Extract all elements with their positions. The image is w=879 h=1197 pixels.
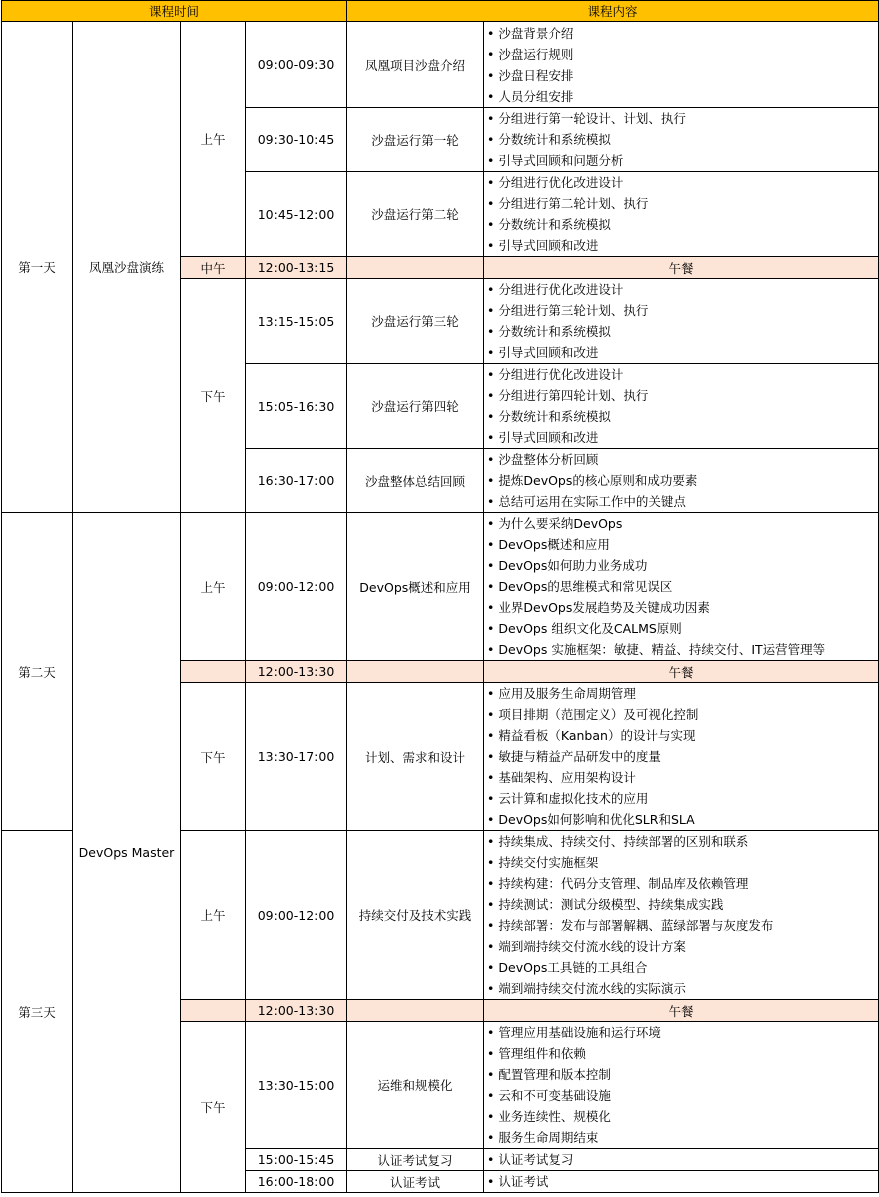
time-cell: 16:00-18:00: [246, 1171, 347, 1193]
list-item: • 分组进行第三轮计划、执行: [487, 300, 878, 321]
list-item: • 分组进行优化改进设计: [487, 364, 878, 385]
list-item: • 业界DevOps发展趋势及关键成功因素: [487, 597, 878, 618]
list-item: • 提炼DevOps的核心原则和成功要素: [487, 470, 878, 491]
list-item: • 分组进行第二轮计划、执行: [487, 193, 878, 214]
time-cell: 15:05-16:30: [246, 364, 347, 449]
list-item: • 持续测试：测试分级模型、持续集成实践: [487, 894, 878, 915]
header-content: 课程内容: [347, 1, 879, 22]
session-items: [484, 513, 879, 661]
period-label: 下午: [181, 279, 246, 513]
lunch-label: 午餐: [484, 257, 879, 279]
list-item: • 服务生命周期结束: [487, 1127, 878, 1148]
topic-label: DevOps Master: [73, 513, 181, 1193]
period-label: 中午: [181, 257, 246, 279]
list-item: • 引导式回顾和问题分析: [487, 150, 878, 171]
session-items: [484, 22, 879, 108]
session-title: 认证考试: [347, 1171, 484, 1193]
list-item: • DevOps如何助力业务成功: [487, 555, 878, 576]
day-label: 第二天: [2, 513, 73, 831]
lunch-title-empty: [347, 257, 484, 279]
list-item: • 沙盘整体分析回顾: [487, 449, 878, 470]
list-item: • 引导式回顾和改进: [487, 342, 878, 363]
session-items: [484, 108, 879, 172]
lunch-label: 午餐: [484, 661, 879, 683]
period-label: 下午: [181, 1022, 246, 1193]
list-item: • 应用及服务生命周期管理: [487, 683, 878, 704]
topic-label: 凤凰沙盘演练: [73, 22, 181, 513]
list-item: • 端到端持续交付流水线的设计方案: [487, 936, 878, 957]
session-items: [484, 172, 879, 257]
header-time: 课程时间: [2, 1, 347, 22]
list-item: • 持续集成、持续交付、持续部署的区别和联系: [487, 831, 878, 852]
list-item: • 沙盘运行规则: [487, 44, 878, 65]
session-row: [2, 513, 879, 661]
lunch-title-empty: [347, 661, 484, 683]
session-title: 沙盘运行第三轮: [347, 279, 484, 364]
session-title: 沙盘整体总结回顾: [347, 449, 484, 513]
day-label: 第一天: [2, 22, 73, 513]
time-cell: 09:00-09:30: [246, 22, 347, 108]
session-title: 沙盘运行第四轮: [347, 364, 484, 449]
time-cell: 12:00-13:30: [246, 1000, 347, 1022]
list-item: • 总结可运用在实际工作中的关键点: [487, 491, 878, 512]
list-item: • 引导式回顾和改进: [487, 427, 878, 448]
session-title: 认证考试复习: [347, 1149, 484, 1171]
list-item: • DevOps 组织文化及CALMS原则: [487, 618, 878, 639]
list-item: • 持续交付实施框架: [487, 852, 878, 873]
list-item: • 端到端持续交付流水线的实际演示: [487, 978, 878, 999]
period-label: 上午: [181, 513, 246, 661]
list-item: • 敏捷与精益产品研发中的度量: [487, 746, 878, 767]
day-label: 第三天: [2, 831, 73, 1193]
list-item: • 持续构建：代码分支管理、制品库及依赖管理: [487, 873, 878, 894]
list-item: • 分数统计和系统模拟: [487, 214, 878, 235]
time-cell: 10:45-12:00: [246, 172, 347, 257]
list-item: • 基础架构、应用架构设计: [487, 767, 878, 788]
list-item: • 业务连续性、规模化: [487, 1106, 878, 1127]
list-item: • 持续部署：发布与部署解耦、蓝绿部署与灰度发布: [487, 915, 878, 936]
list-item: • DevOps如何影响和优化SLR和SLA: [487, 809, 878, 830]
session-title: 沙盘运行第二轮: [347, 172, 484, 257]
list-item: • 沙盘日程安排: [487, 65, 878, 86]
list-item: • 认证考试复习: [487, 1149, 878, 1170]
time-cell: 13:15-15:05: [246, 279, 347, 364]
list-item: • 沙盘背景介绍: [487, 23, 878, 44]
time-cell: 09:00-12:00: [246, 513, 347, 661]
time-cell: 12:00-13:30: [246, 661, 347, 683]
session-items: [484, 1171, 879, 1193]
lunch-label: 午餐: [484, 1000, 879, 1022]
list-item: • 分组进行第四轮计划、执行: [487, 385, 878, 406]
schedule-table: [1, 0, 879, 1193]
list-item: • 分数统计和系统模拟: [487, 321, 878, 342]
time-cell: 09:30-10:45: [246, 108, 347, 172]
list-item: • 分组进行优化改进设计: [487, 279, 878, 300]
lunch-title-empty: [347, 1000, 484, 1022]
period-label: 上午: [181, 831, 246, 1000]
session-title: 凤凰项目沙盘介绍: [347, 22, 484, 108]
time-cell: 16:30-17:00: [246, 449, 347, 513]
period-label: 上午: [181, 22, 246, 257]
time-cell: 13:30-17:00: [246, 683, 347, 831]
session-items: [484, 683, 879, 831]
session-items: [484, 1149, 879, 1171]
time-cell: 13:30-15:00: [246, 1022, 347, 1149]
list-item: • 分数统计和系统模拟: [487, 406, 878, 427]
session-items: [484, 831, 879, 1000]
list-item: • 精益看板（Kanban）的设计与实现: [487, 725, 878, 746]
list-item: • 配置管理和版本控制: [487, 1064, 878, 1085]
session-title: 计划、需求和设计: [347, 683, 484, 831]
list-item: • 云和不可变基础设施: [487, 1085, 878, 1106]
list-item: • 分数统计和系统模拟: [487, 129, 878, 150]
session-items: [484, 364, 879, 449]
list-item: • 管理组件和依赖: [487, 1043, 878, 1064]
list-item: • DevOps 实施框架：敏捷、精益、持续交付、IT运营管理等: [487, 639, 878, 660]
list-item: • 为什么要采纳DevOps: [487, 513, 878, 534]
session-title: DevOps概述和应用: [347, 513, 484, 661]
time-cell: 12:00-13:15: [246, 257, 347, 279]
session-items: [484, 1022, 879, 1149]
session-title: 沙盘运行第一轮: [347, 108, 484, 172]
list-item: • 引导式回顾和改进: [487, 235, 878, 256]
list-item: • 分组进行第一轮设计、计划、执行: [487, 108, 878, 129]
list-item: • DevOps的思维模式和常见误区: [487, 576, 878, 597]
period-label: 下午: [181, 683, 246, 831]
list-item: • 管理应用基础设施和运行环境: [487, 1022, 878, 1043]
time-cell: 09:00-12:00: [246, 831, 347, 1000]
time-cell: 15:00-15:45: [246, 1149, 347, 1171]
session-items: [484, 449, 879, 513]
list-item: • 云计算和虚拟化技术的应用: [487, 788, 878, 809]
schedule-body: [2, 22, 879, 1193]
session-row: [2, 22, 879, 108]
period-label: [181, 661, 246, 683]
period-label: [181, 1000, 246, 1022]
list-item: • DevOps概述和应用: [487, 534, 878, 555]
list-item: • 项目排期（范围定义）及可视化控制: [487, 704, 878, 725]
list-item: • 分组进行优化改进设计: [487, 172, 878, 193]
session-title: 运维和规模化: [347, 1022, 484, 1149]
list-item: • 认证考试: [487, 1171, 878, 1192]
session-title: 持续交付及技术实践: [347, 831, 484, 1000]
list-item: • DevOps工具链的工具组合: [487, 957, 878, 978]
session-items: [484, 279, 879, 364]
header-row: [2, 1, 879, 22]
list-item: • 人员分组安排: [487, 86, 878, 107]
